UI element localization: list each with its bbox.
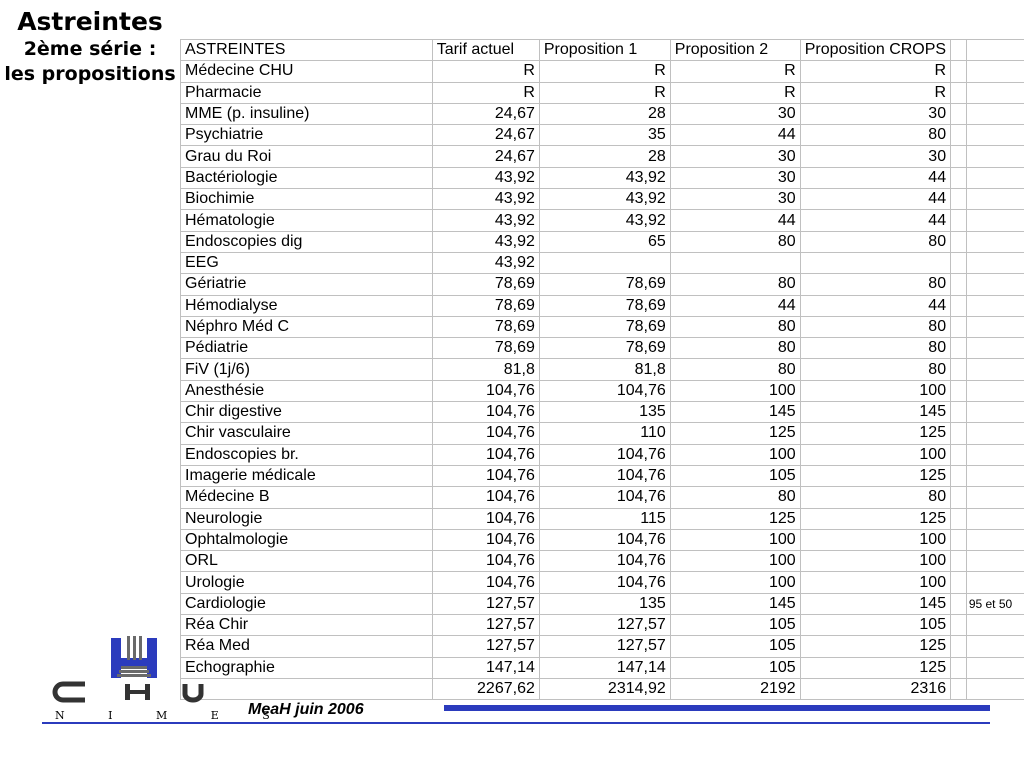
table-cell: R — [539, 61, 670, 82]
table-cell — [966, 189, 1024, 210]
table-cell: Chir digestive — [181, 402, 433, 423]
table-cell: Anesthésie — [181, 380, 433, 401]
table-cell — [951, 487, 967, 508]
slide-title: Astreintes — [17, 7, 163, 36]
table-cell: 104,76 — [432, 572, 539, 593]
table-cell: 78,69 — [539, 295, 670, 316]
table-cell: 80 — [800, 487, 950, 508]
table-row — [181, 444, 1024, 465]
table-cell — [966, 551, 1024, 572]
caduceus-icon — [111, 636, 157, 678]
table-cell: 110 — [539, 423, 670, 444]
table-cell — [800, 252, 950, 273]
table-cell — [951, 338, 967, 359]
table-cell — [951, 657, 967, 678]
table-row — [181, 572, 1024, 593]
table-cell: 127,57 — [432, 593, 539, 614]
table-cell: Réa Med — [181, 636, 433, 657]
table-row — [181, 295, 1024, 316]
table-cell — [951, 423, 967, 444]
table-cell — [966, 657, 1024, 678]
table-cell: R — [432, 61, 539, 82]
table-row — [181, 593, 1024, 614]
table-row — [181, 380, 1024, 401]
table-cell — [966, 508, 1024, 529]
table-cell: 80 — [670, 338, 800, 359]
table-cell: 147,14 — [432, 657, 539, 678]
table-cell: 145 — [670, 402, 800, 423]
table-cell: Urologie — [181, 572, 433, 593]
table-cell — [966, 125, 1024, 146]
table-cell: 104,76 — [432, 444, 539, 465]
table-cell: 35 — [539, 125, 670, 146]
table-cell: 80 — [800, 231, 950, 252]
table-cell: 104,76 — [539, 444, 670, 465]
table-cell — [966, 636, 1024, 657]
table-cell: 125 — [670, 423, 800, 444]
table-cell: 147,14 — [539, 657, 670, 678]
table-cell: Imagerie médicale — [181, 465, 433, 486]
table-cell: Cardiologie — [181, 593, 433, 614]
table-cell: 125 — [670, 508, 800, 529]
footer-rule-thick — [444, 705, 990, 711]
table-cell: 105 — [670, 636, 800, 657]
table-cell: 104,76 — [432, 465, 539, 486]
table-cell: 78,69 — [539, 338, 670, 359]
table-cell: 127,57 — [539, 636, 670, 657]
table-cell — [966, 487, 1024, 508]
table-cell: 80 — [670, 359, 800, 380]
table-cell: 44 — [670, 295, 800, 316]
table-cell: 145 — [800, 593, 950, 614]
table-cell: 125 — [800, 423, 950, 444]
table-cell — [966, 338, 1024, 359]
table-cell: 145 — [800, 402, 950, 423]
table-cell: 100 — [800, 572, 950, 593]
table-cell — [951, 316, 967, 337]
table-cell: R — [539, 82, 670, 103]
table-cell: Hématologie — [181, 210, 433, 231]
table-cell — [951, 508, 967, 529]
table-cell — [966, 61, 1024, 82]
table-cell: 80 — [670, 231, 800, 252]
table-cell: 43,92 — [432, 167, 539, 188]
table-cell: 100 — [800, 529, 950, 550]
table-cell: Biochimie — [181, 189, 433, 210]
table-cell: 104,76 — [432, 529, 539, 550]
table-cell: R — [670, 82, 800, 103]
table-cell — [951, 82, 967, 103]
table-cell: 24,67 — [432, 103, 539, 124]
table-cell — [966, 380, 1024, 401]
table-cell: 100 — [670, 444, 800, 465]
table-cell — [966, 529, 1024, 550]
table-cell: 2192 — [670, 678, 800, 699]
table-cell: 104,76 — [432, 402, 539, 423]
table-cell: 30 — [670, 167, 800, 188]
table-row — [181, 678, 1024, 699]
table-cell — [966, 402, 1024, 423]
table-header-cell: ASTREINTES — [181, 40, 433, 61]
table-cell: 78,69 — [432, 295, 539, 316]
table-cell: 44 — [670, 125, 800, 146]
table-row — [181, 423, 1024, 444]
table-cell: 30 — [670, 189, 800, 210]
table-cell — [966, 167, 1024, 188]
table-cell — [966, 252, 1024, 273]
table-cell — [966, 444, 1024, 465]
table-cell: 30 — [800, 146, 950, 167]
table-cell: Pédiatrie — [181, 338, 433, 359]
table-cell: 28 — [539, 103, 670, 124]
table-cell: R — [800, 61, 950, 82]
footer-rule-thin — [42, 722, 990, 724]
table-cell: Neurologie — [181, 508, 433, 529]
table-cell: 100 — [670, 551, 800, 572]
footer-text: MeaH juin 2006 — [248, 701, 364, 718]
table-cell — [966, 359, 1024, 380]
slide-title-block — [0, 6, 180, 87]
slide-subtitle-line-1: 2ème série : — [23, 38, 157, 60]
table-cell: 104,76 — [432, 508, 539, 529]
table-cell — [951, 359, 967, 380]
table-cell: 125 — [800, 508, 950, 529]
table-cell — [966, 210, 1024, 231]
table-cell — [951, 465, 967, 486]
table-cell: 78,69 — [539, 316, 670, 337]
table-cell: 125 — [800, 465, 950, 486]
table-cell — [951, 380, 967, 401]
table-cell: 104,76 — [432, 487, 539, 508]
table-cell: 43,92 — [432, 189, 539, 210]
table-cell — [951, 636, 967, 657]
table-cell: 43,92 — [539, 167, 670, 188]
table-cell: Chir vasculaire — [181, 423, 433, 444]
table-cell: 43,92 — [539, 189, 670, 210]
table-header-row — [181, 40, 1024, 61]
table-row — [181, 615, 1024, 636]
table-row — [181, 274, 1024, 295]
table-cell: Hémodialyse — [181, 295, 433, 316]
table-cell: 80 — [670, 487, 800, 508]
table-header-cell: Proposition CROPS — [800, 40, 950, 61]
table-cell — [951, 167, 967, 188]
table-cell: 44 — [670, 210, 800, 231]
table-cell: 80 — [800, 125, 950, 146]
table-cell — [966, 274, 1024, 295]
table-cell: Gériatrie — [181, 274, 433, 295]
table-cell — [951, 615, 967, 636]
table-cell: 100 — [800, 380, 950, 401]
table-row — [181, 252, 1024, 273]
table-row — [181, 487, 1024, 508]
table-cell — [951, 572, 967, 593]
table-cell — [951, 61, 967, 82]
table-cell: 30 — [800, 103, 950, 124]
table-cell: Médecine B — [181, 487, 433, 508]
table-cell — [966, 295, 1024, 316]
table-cell: 104,76 — [539, 487, 670, 508]
table-cell — [966, 465, 1024, 486]
table-cell: 105 — [800, 615, 950, 636]
table-cell: Ophtalmologie — [181, 529, 433, 550]
table-cell — [951, 146, 967, 167]
table-cell — [951, 210, 967, 231]
table-row — [181, 146, 1024, 167]
table-cell: 127,57 — [432, 615, 539, 636]
table-cell — [951, 252, 967, 273]
table-header-cell: Tarif actuel — [432, 40, 539, 61]
table-cell: 81,8 — [539, 359, 670, 380]
table-cell — [951, 593, 967, 614]
table-cell — [951, 402, 967, 423]
table-cell: R — [432, 82, 539, 103]
table-cell: 80 — [800, 338, 950, 359]
table-cell: 100 — [670, 529, 800, 550]
table-cell: 65 — [539, 231, 670, 252]
table-cell: 44 — [800, 167, 950, 188]
table-cell: EEG — [181, 252, 433, 273]
table-cell — [966, 82, 1024, 103]
table-cell: 80 — [670, 316, 800, 337]
table-cell — [966, 146, 1024, 167]
table-header-cell — [966, 40, 1024, 61]
table-cell: 81,8 — [432, 359, 539, 380]
table-cell: 44 — [800, 210, 950, 231]
table-row — [181, 657, 1024, 678]
table-row — [181, 61, 1024, 82]
table-cell: 105 — [670, 657, 800, 678]
table-cell: 43,92 — [432, 231, 539, 252]
table-cell: 78,69 — [432, 316, 539, 337]
table-cell: 104,76 — [432, 423, 539, 444]
table-cell: Echographie — [181, 657, 433, 678]
table-cell — [966, 615, 1024, 636]
logo-city-text: N I M E S — [55, 709, 290, 722]
table-cell: 104,76 — [539, 465, 670, 486]
table-cell: 127,57 — [539, 615, 670, 636]
table-cell: 43,92 — [432, 252, 539, 273]
table-cell: FiV (1j/6) — [181, 359, 433, 380]
table-cell: Endoscopies dig — [181, 231, 433, 252]
table-cell: 43,92 — [539, 210, 670, 231]
table-cell: 127,57 — [432, 636, 539, 657]
table-cell: Bactériologie — [181, 167, 433, 188]
table-row — [181, 551, 1024, 572]
table-cell: 30 — [670, 146, 800, 167]
table-cell: Pharmacie — [181, 82, 433, 103]
table-cell: Psychiatrie — [181, 125, 433, 146]
table-cell — [966, 316, 1024, 337]
table-cell: 104,76 — [539, 572, 670, 593]
table-row — [181, 125, 1024, 146]
table-cell: 100 — [670, 572, 800, 593]
table-row — [181, 231, 1024, 252]
table-cell: 43,92 — [432, 210, 539, 231]
table-cell: 100 — [800, 444, 950, 465]
table-cell — [966, 231, 1024, 252]
table-cell: 104,76 — [539, 551, 670, 572]
table-cell — [951, 444, 967, 465]
table-cell — [966, 103, 1024, 124]
table-cell — [539, 252, 670, 273]
chu-letters-icon — [55, 684, 201, 700]
table-row — [181, 508, 1024, 529]
table-cell: 44 — [800, 189, 950, 210]
table-cell: Endoscopies br. — [181, 444, 433, 465]
table-cell: MME (p. insuline) — [181, 103, 433, 124]
table-header-cell: Proposition 2 — [670, 40, 800, 61]
table-row — [181, 103, 1024, 124]
table-cell: Grau du Roi — [181, 146, 433, 167]
astreintes-table — [180, 39, 1024, 700]
table-cell: 24,67 — [432, 146, 539, 167]
table-row — [181, 82, 1024, 103]
table-row — [181, 316, 1024, 337]
table-cell — [951, 231, 967, 252]
table-cell: 24,67 — [432, 125, 539, 146]
table-cell: 135 — [539, 402, 670, 423]
table-cell: 2316 — [800, 678, 950, 699]
table-cell: R — [670, 61, 800, 82]
table-row — [181, 167, 1024, 188]
table-cell — [966, 423, 1024, 444]
table-cell: 104,76 — [539, 380, 670, 401]
table-cell — [951, 274, 967, 295]
table-cell — [966, 678, 1024, 699]
table-cell — [951, 678, 967, 699]
table-cell: 115 — [539, 508, 670, 529]
table-cell: 145 — [670, 593, 800, 614]
table-cell — [966, 572, 1024, 593]
table-cell: 80 — [800, 274, 950, 295]
table-cell: Médecine CHU — [181, 61, 433, 82]
table-cell: ORL — [181, 551, 433, 572]
table-row — [181, 338, 1024, 359]
table-cell: 125 — [800, 636, 950, 657]
table-cell: 80 — [800, 316, 950, 337]
table-header-cell: Proposition 1 — [539, 40, 670, 61]
table-cell: 78,69 — [432, 274, 539, 295]
table-cell: 104,76 — [539, 529, 670, 550]
table-cell: 2314,92 — [539, 678, 670, 699]
table-cell: 100 — [800, 551, 950, 572]
table-cell: 78,69 — [539, 274, 670, 295]
table-cell — [670, 252, 800, 273]
table-row — [181, 402, 1024, 423]
table-cell: 105 — [670, 465, 800, 486]
table-row — [181, 636, 1024, 657]
slide-subtitle-line-2: les propositions — [4, 63, 176, 85]
table-cell: 100 — [670, 380, 800, 401]
table-header-cell — [951, 40, 967, 61]
table-row — [181, 359, 1024, 380]
table-cell: 125 — [800, 657, 950, 678]
chu-nimes-logo — [55, 636, 290, 724]
table-cell — [951, 125, 967, 146]
table-row — [181, 210, 1024, 231]
table-cell: Réa Chir — [181, 615, 433, 636]
table-cell — [951, 551, 967, 572]
table-cell — [951, 295, 967, 316]
table-cell: R — [800, 82, 950, 103]
table-row — [181, 529, 1024, 550]
table-cell: 105 — [670, 615, 800, 636]
table-cell: 80 — [670, 274, 800, 295]
table-cell — [951, 529, 967, 550]
table-cell: Néphro Méd C — [181, 316, 433, 337]
table-cell: 30 — [670, 103, 800, 124]
table-cell: 44 — [800, 295, 950, 316]
table-cell — [951, 103, 967, 124]
table-cell: 95 et 50 — [966, 593, 1024, 614]
table-cell: 80 — [800, 359, 950, 380]
table-cell: 78,69 — [432, 338, 539, 359]
table-cell: 28 — [539, 146, 670, 167]
table-row — [181, 465, 1024, 486]
table-cell: 104,76 — [432, 551, 539, 572]
table-cell: 104,76 — [432, 380, 539, 401]
table-cell: 135 — [539, 593, 670, 614]
table-cell: 2267,62 — [432, 678, 539, 699]
table-cell — [951, 189, 967, 210]
table-row — [181, 189, 1024, 210]
